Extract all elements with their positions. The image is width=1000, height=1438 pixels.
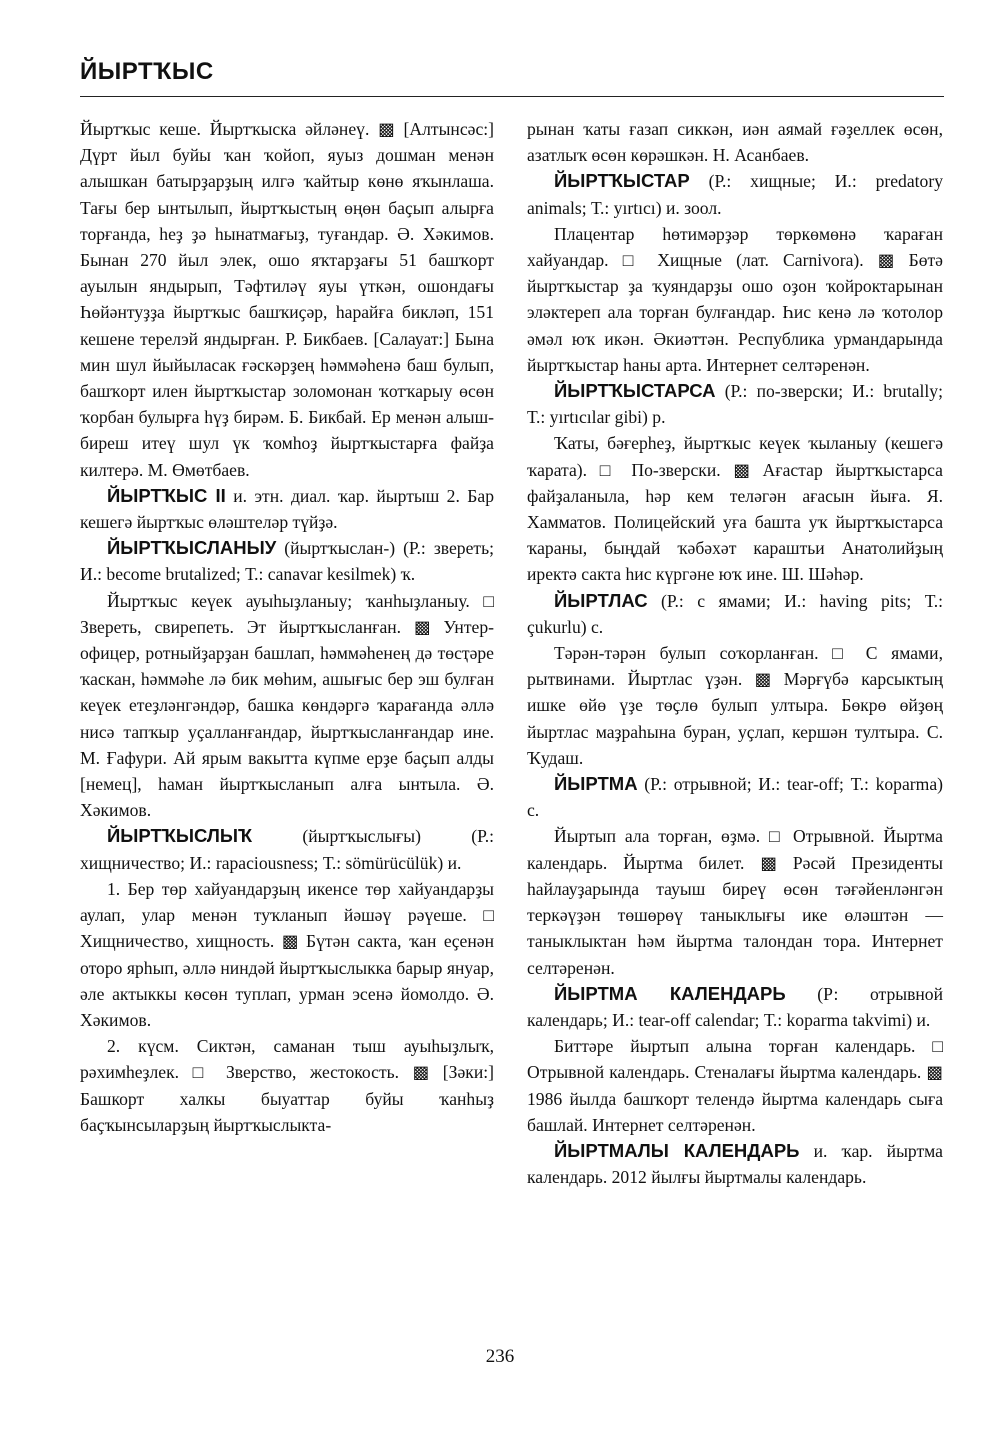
headword: ЙЫРТҠЫСЛЫҠ [107, 825, 253, 847]
entry [527, 981, 943, 1033]
header-rule [80, 96, 944, 97]
right-column [527, 116, 943, 1190]
entry [527, 168, 943, 220]
sense-1: 1. Бер төр хайуандарҙың икенсе төр хайуандарҙы аулап, улар менән туҡланып йәшәү рәүеше. □ Хищничество, хищность. ▩ Бүтән сакта, ҡан еҫенән оторо ярһып, әллә ниндәй йыртҡыслыкка барыр януар, әле актыккы көсөн туплап, урман эсенә йомолдо. Ә. Хәкимов. [80, 878, 494, 1030]
headword: ЙЫРТМАЛЫ КАЛЕНДАРЬ [554, 1139, 800, 1161]
entry-continuation: рынан ҡаты ғазап сиккән, иән аямай ғәҙеллек өсөн, азатлыҡ өсөн көрәшкән. Н. Асанбаев. [527, 119, 943, 166]
entry-meta: (йыртҡыслығы) (Р.: хищничество; И.: rapaciousness; Т.: sömürücülük) и. [80, 826, 494, 873]
entry-meta: (йыртҡыслан-) (Р.: звереть; И.: become brutalized; Т.: canavar kesilmek) ҡ. [80, 538, 494, 585]
left-column [80, 116, 494, 1138]
entry-definition: Тәрән-тәрән булып соҡорланған. □ С ямами, рытвинами. Йыртлас үҙән. ▩ Мәрғүбә карсыктың ишке өйө үҙе төҫлө булып ултыра. Бөкрө өйҙөң йыртлас маҙраһына буран, уҫлап, кершән тултыра. С. Ҡудаш. [527, 643, 943, 768]
entry [527, 378, 943, 430]
entry-definition: Ҡаты, бәғерһеҙ, йыртҡыс кеүек ҡыланыу (кешегә ҡарата). □ По-зверски. ▩ Ағастар йыртҡыстарса файҙаланыла, һәр кем теләгән ағасын йыға. Я. Хамматов. Полицейский уға башта уҡ йыртҡыстарса ҡараны, быңдай ҡәбәхәт караштьи Анатолийҙың иректә сакта һис күргәне юҡ ине. Ш. Шәһәр. [527, 433, 943, 585]
headword: ЙЫРТМА КАЛЕНДАРЬ [554, 982, 786, 1004]
running-header: ЙЫРТҠЫС [80, 58, 214, 85]
entry-meta: (Р.: с ямами; И.: having pits; Т.: çukurlu) с. [527, 590, 943, 637]
headword: ЙЫРТЛАС [554, 589, 648, 611]
headword: ЙЫРТҠЫСТАРСА [554, 380, 716, 402]
entry-meta: (Р.: по-зверски; И.: brutally; Т.: yırtıcılar gibi) р. [527, 381, 943, 428]
entry [527, 771, 943, 823]
entry-meta: (Р.: отрывной; И.: tear-off; Т.: koparma) с. [527, 774, 944, 821]
headword: ЙЫРТМА [554, 773, 638, 795]
entry-meta: (Р: отрывной календарь; И.: tear-off calendar; Т.: koparma takvimi) и. [527, 983, 944, 1030]
entry-definition: Биттәре йыртып алына торған календарь. □ Отрывной календарь. Стеналағы йыртма календарь. ▩ 1986 йылда башҡорт телендә йыртма календарь сыға башлай. Интернет селтәренән. [527, 1036, 943, 1135]
entry-body: и. ҡар. йыртма календарь. 2012 йылғы йыртмалы календарь. [527, 1140, 943, 1188]
entry-definition: Йыртып ала торған, өҙмә. □ Отрывной. Йыртма календарь. Йыртма билет. ▩ Рәсәй Президенты һайлауҙарында тауыш биреү өсөн тәғәйенләнгән теркәүҙән төшөрөү таныклығы ике өләштән — таныклыктан һәм йыртма талондан тора. Интернет селтәренән. [527, 826, 943, 978]
headword: ЙЫРТҠЫСТАР [554, 170, 690, 192]
entry [80, 823, 494, 875]
headword: ЙЫРТҠЫСЛАНЫУ [107, 537, 277, 559]
entry-body: и. этн. диал. ҡар. йыртыш 2. Бар кешегә йыртҡыс өләштеләр түйҙә. [80, 485, 494, 533]
entry-definition: Йыртҡыс кеүек ауыһыҙланыу; ҡанһыҙланыу. □ Звереть, свирепеть. Эт йыртҡысланған. ▩ Унтер-офицер, ротныйҙарҙан башлап, һәммәһенең дә төсҭәре ҡаскан, һәммәһе лә бик мөһим, ашығыс бер эш булған кеүек етеҙләнгәндәр, башка көндәргә ҡарағанда әллә нисә тапҡыр уҫалланғандар, йыртҡысланғандар ине. М. Ғафури. Ай ярым вакытта күпме ерҙе баҫып алды [немец], һаман йыртҡысланып алға ынтыла. Ә. Хәкимов. [80, 590, 494, 821]
entry-continuation: Йыртҡыс кеше. Йыртҡыска әйләнеү. ▩ [Алтынсәс:] Дүрт йыл буйы ҡан ҡойоп, яуыз дошман менән алышкан батырҙарҙың илгә ҡайтыр көнө яҡынлаша. Тағы бер ынтылып, йыртҡыстың өңөн баҫып алырға торғанда, һеҙ ҙә һынатмағыҙ, туғандар. Ә. Хәкимов. Бынан 270 йыл элек, ошо яҡтарҙағы 51 башҡорт ауылын яндырып, Тәфтиләү яуы үткән, ошондағы Һөйәнтуҙҙа йыртҡыс башҡиҫәр, һарайға бикләп, 151 кешене терелэй яндырған. Р. Бикбаев. [Салауат:] Бына мин шул йыйыласак ғәскәрҙең һәммәһенә баш булып, башҡорт илен йыртҡыстар золомонан ҡотҡарыу өсөн ҡорбан булырға һүҙ бирәм. Б. Бикбай. Ер менән алыш-биреш итеү шул үк ҡомһоҙ йыртҡыстарға файҙа килтерә. М. Өмөтбаев. [80, 119, 494, 480]
sense-2: 2. күсм. Сиктән, саманан тыш ауыһыҙлыҡ, рәхимһеҙлек. □ Зверство, жестокость. ▩ [Зәки:] Башкорт халкы быуаттар буйы ҡанһыҙ баҫҡынсыларҙың йыртҡыслыкта- [80, 1036, 494, 1135]
entry-definition: Плацентар һөтимәрҙәр төркөмөнә ҡараған хайуандар. □ Хищные (лат. Carnivora). ▩ Бөтә йыртҡыстар ҙа ҡуяндарҙы ошо оҙон ҡойроктарынан эләктереп ала торған булғандар. Һис кенә лә ҡотолор әмәл юҡ икән. Әкиәттән. Республика урмандарында йыртҡыстар һаны арта. Интернет селтәренән. [527, 223, 943, 375]
entry [527, 588, 943, 640]
entry-meta: (Р.: хищные; И.: predatory animals; Т.: yırtıcı) и. зоол. [527, 171, 943, 218]
headword: ЙЫРТҠЫС II [107, 484, 226, 506]
entry [80, 535, 494, 587]
entry [80, 483, 494, 535]
page-number: 236 [485, 1346, 515, 1367]
entry [527, 1138, 943, 1190]
